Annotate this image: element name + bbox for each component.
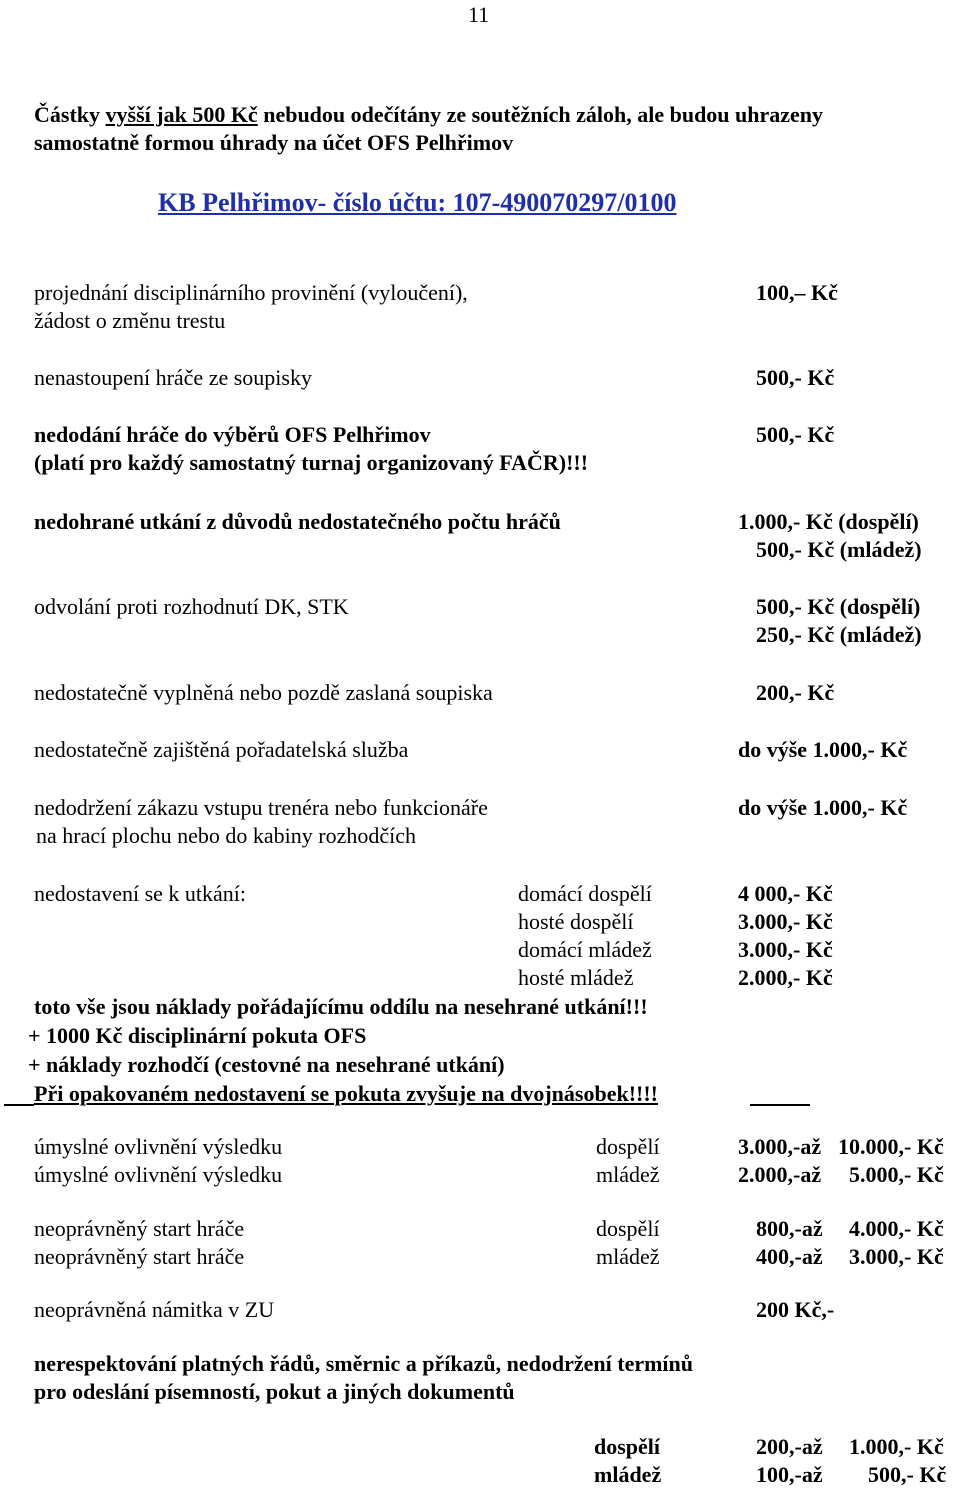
fee-5-amount-adults: 500,- Kč (dospělí) — [756, 594, 921, 619]
nonrespect-line-1: nerespektování platných řádů, směrnic a příkazů, nedodržení termínů — [34, 1351, 694, 1376]
fee-1-label-2: žádost o změnu trestu — [34, 308, 226, 333]
range-3-from: 800,-až — [756, 1216, 823, 1241]
fee-7-amount: do výše 1.000,- Kč — [738, 737, 908, 762]
fee-3-amount: 500,- Kč — [756, 422, 835, 447]
protest-amount: 200 Kč,- — [756, 1297, 835, 1322]
range-4-label: neoprávněný start hráče — [34, 1244, 245, 1269]
intro-text-a: Částky — [34, 102, 106, 127]
nonrespect-from-1: 200,-až — [756, 1434, 823, 1459]
nonrespect-from-2: 100,-až — [756, 1462, 823, 1487]
bank-account-link[interactable]: KB Pelhřimov- číslo účtu: 107-490070297/0100 — [158, 188, 677, 217]
range-3-label: neoprávněný start hráče — [34, 1216, 245, 1241]
no-show-cat-4: hosté mládež — [518, 965, 634, 990]
fee-1-label: projednání disciplinárního provinění (vyloučení), — [34, 280, 468, 305]
range-4-cat: mládež — [596, 1244, 660, 1269]
no-show-note-1: toto vše jsou náklady pořádajícímu oddílu na nesehrané utkání!!! — [34, 994, 648, 1019]
range-3-to: 4.000,- Kč — [849, 1216, 944, 1241]
no-show-note-4: Při opakovaném nedostavení se pokuta zvyšuje na dvojnásobek!!!! — [34, 1081, 658, 1106]
fee-3-label: nedodání hráče do výběrů OFS Pelhřimov — [34, 422, 431, 447]
no-show-label: nedostavení se k utkání: — [34, 881, 247, 906]
range-1-cat: dospělí — [596, 1134, 660, 1159]
page-number: 11 — [468, 2, 490, 27]
range-4-to: 3.000,- Kč — [849, 1244, 944, 1269]
range-2-to: 5.000,- Kč — [849, 1162, 944, 1187]
fee-8-amount: do výše 1.000,- Kč — [738, 795, 908, 820]
no-show-cat-1: domácí dospělí — [518, 881, 652, 906]
fee-8-label: nedodržení zákazu vstupu trenéra nebo funkcionáře — [34, 795, 488, 820]
nonrespect-cat-2: mládež — [594, 1462, 662, 1487]
intro-line-2: samostatně formou úhrady na účet OFS Pelhřimov — [34, 130, 514, 155]
range-1-label: úmyslné ovlivnění výsledku — [34, 1134, 283, 1159]
range-3-cat: dospělí — [596, 1216, 660, 1241]
fee-4-amount-youth: 500,- Kč (mládež) — [756, 537, 922, 562]
range-2-from: 2.000,-až — [738, 1162, 822, 1187]
fee-2-amount: 500,- Kč — [756, 365, 835, 390]
no-show-amount-4: 2.000,- Kč — [738, 965, 833, 990]
range-4-from: 400,-až — [756, 1244, 823, 1269]
fee-4-label: nedohrané utkání z důvodů nedostatečného počtu hráčů — [34, 509, 561, 534]
no-show-amount-2: 3.000,- Kč — [738, 909, 833, 934]
nonrespect-line-2: pro odeslání písemností, pokut a jiných dokumentů — [34, 1379, 515, 1404]
no-show-cat-2: hosté dospělí — [518, 909, 634, 934]
protest-label: neoprávněná námitka v ZU — [34, 1297, 275, 1322]
fee-6-amount: 200,- Kč — [756, 680, 835, 705]
no-show-amount-3: 3.000,- Kč — [738, 937, 833, 962]
nonrespect-to-1: 1.000,- Kč — [849, 1434, 944, 1459]
no-show-note-2: + 1000 Kč disciplinární pokuta OFS — [28, 1023, 367, 1048]
range-2-label: úmyslné ovlivnění výsledku — [34, 1162, 283, 1187]
range-1-to: 10.000,- Kč — [838, 1134, 944, 1159]
no-show-cat-3: domácí mládež — [518, 937, 652, 962]
intro-text-b: nebudou odečítány ze soutěžních záloh, ale budou uhrazeny — [257, 102, 824, 127]
range-1-from: 3.000,-až — [738, 1134, 822, 1159]
intro-line-1 — [34, 102, 823, 128]
nonrespect-to-2: 500,- Kč — [868, 1462, 947, 1487]
fee-5-label: odvolání proti rozhodnutí DK, STK — [34, 594, 349, 619]
underline-right — [750, 1104, 810, 1106]
underline-left — [4, 1104, 34, 1106]
fee-6-label: nedostatečně vyplněná nebo pozdě zaslaná soupiska — [34, 680, 493, 705]
intro-highlight: vyšší jak 500 Kč — [105, 102, 258, 127]
fee-5-amount-youth: 250,- Kč (mládež) — [756, 622, 922, 647]
fee-3-label-2: (platí pro každý samostatný turnaj organizovaný FAČR)!!! — [34, 450, 589, 475]
range-2-cat: mládež — [596, 1162, 660, 1187]
fee-2-label: nenastoupení hráče ze soupisky — [34, 365, 312, 390]
fee-7-label: nedostatečně zajištěná pořadatelská služba — [34, 737, 409, 762]
fee-8-label-2: na hrací plochu nebo do kabiny rozhodčích — [36, 823, 416, 848]
no-show-amount-1: 4 000,- Kč — [738, 881, 833, 906]
fee-4-amount-adults: 1.000,- Kč (dospělí) — [738, 509, 919, 534]
fee-1-amount: 100,– Kč — [756, 280, 838, 305]
no-show-note-3: + náklady rozhodčí (cestovné na nesehrané utkání) — [28, 1052, 505, 1077]
nonrespect-cat-1: dospělí — [594, 1434, 661, 1459]
